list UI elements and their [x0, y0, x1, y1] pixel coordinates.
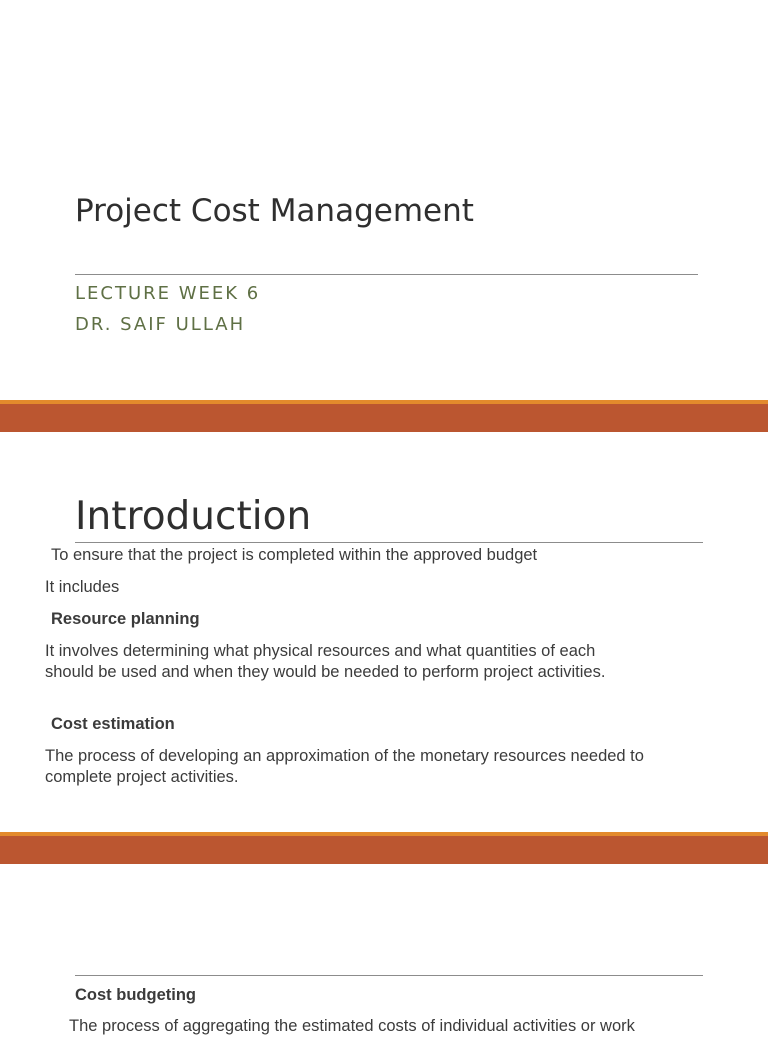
slide-separator	[0, 400, 768, 432]
resource-planning-heading: Resource planning	[51, 610, 200, 628]
title-divider	[75, 542, 703, 543]
slide-title: Introduction	[75, 494, 312, 539]
cost-budgeting-text: The process of aggregating the estimated costs of individual activities or work	[69, 1017, 635, 1035]
includes-text: It includes	[45, 578, 120, 596]
introduction-slide	[0, 432, 768, 832]
cost-estimation-text: The process of developing an approximation of the monetary resources needed to complete project activities.	[45, 747, 644, 786]
title-slide	[0, 0, 768, 400]
slide-title: Project Cost Management	[75, 193, 474, 229]
lecture-subtitle: LECTURE WEEK 6	[75, 283, 261, 304]
intro-text: To ensure that the project is completed within the approved budget	[51, 546, 538, 564]
cost-budgeting-slide	[0, 864, 768, 1035]
slide-separator	[0, 832, 768, 864]
author-subtitle: DR. SAIF ULLAH	[75, 314, 246, 335]
cost-budgeting-heading: Cost budgeting	[75, 986, 196, 1004]
title-divider	[75, 274, 698, 275]
cost-estimation-heading: Cost estimation	[51, 715, 175, 733]
resource-planning-text: It involves determining what physical resources and what quantities of each should be used and when they would be needed to perform project activities.	[45, 642, 606, 681]
title-divider	[75, 975, 703, 976]
